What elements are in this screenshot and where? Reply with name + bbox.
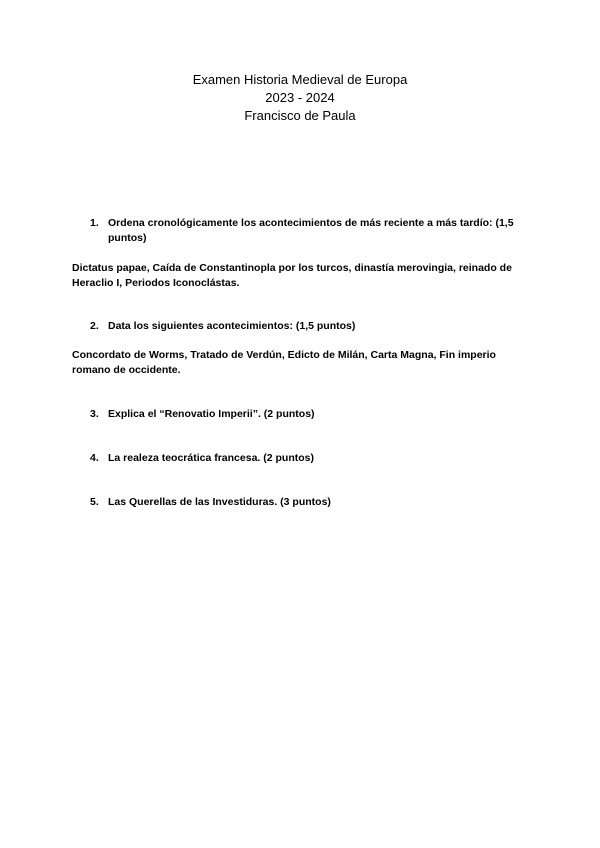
academic-year: 2023 - 2024 xyxy=(265,90,335,105)
exam-title: Examen Historia Medieval de Europa xyxy=(192,72,408,87)
question-2-number: 2. xyxy=(90,320,99,332)
question-5 xyxy=(90,495,530,510)
question-2-text: Data los siguientes acontecimientos: (1,5 puntos) xyxy=(108,320,356,332)
question-1-items: Dictatus papae, Caída de Constantinopla por los turcos, dinastía merovingia, reinado de Heraclio I, Periodos Iconoclástas. xyxy=(72,262,512,289)
question-4-text: La realeza teocrática francesa. (2 puntos) xyxy=(108,452,314,464)
question-1-number: 1. xyxy=(90,217,99,229)
question-2 xyxy=(90,319,530,334)
question-2-items: Concordato de Worms, Tratado de Verdún, Edicto de Milán, Carta Magna, Fin imperio romano de occidente. xyxy=(72,349,496,376)
question-3-number: 3. xyxy=(90,408,99,420)
question-3-text: Explica el “Renovatio Imperii”. (2 puntos) xyxy=(108,408,315,420)
exam-header xyxy=(0,71,600,125)
question-4 xyxy=(90,451,530,466)
question-5-number: 5. xyxy=(90,496,99,508)
question-5-text: Las Querellas de las Investiduras. (3 puntos) xyxy=(108,496,331,508)
question-1 xyxy=(90,216,530,246)
question-4-number: 4. xyxy=(90,452,99,464)
teacher-name: Francisco de Paula xyxy=(244,108,356,123)
question-3 xyxy=(90,407,530,422)
question-1-text: Ordena cronológicamente los acontecimientos de más reciente a más tardío: (1,5 puntos) xyxy=(108,217,514,244)
